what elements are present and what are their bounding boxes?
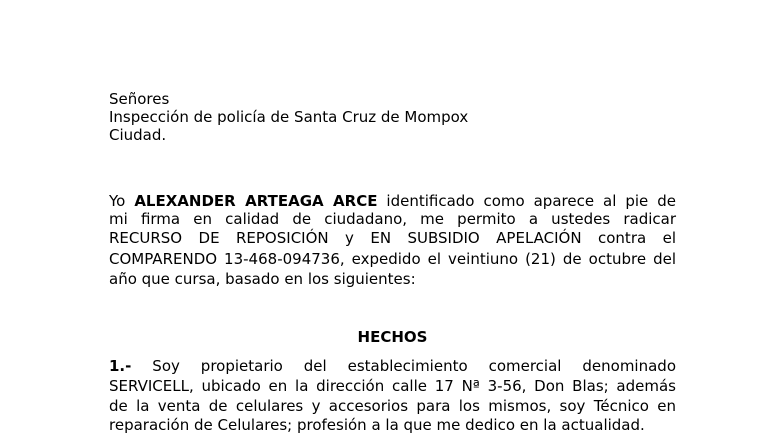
fact-1-line-1 (109, 357, 676, 375)
document-page (109, 0, 676, 441)
fact-1-number: 1.- (109, 357, 132, 375)
fact-1-line-4: reparación de Celulares; profesión a la que me dedico en la actualidad. (109, 416, 645, 434)
petitioner-name: ALEXANDER ARTEAGA ARCE (134, 192, 378, 210)
recipient: Inspección de policía de Santa Cruz de Mompox (109, 108, 469, 126)
fact-1-line-2: SERVICELL, ubicado en la dirección calle 17 Nª 3-56, Don Blas; además (109, 377, 676, 395)
intro-line-1-rest: identificado como aparece al pie de (377, 192, 676, 210)
intro-line-5: año que cursa, basado en los siguientes: (109, 270, 416, 288)
intro-line-4: COMPARENDO 13-468-094736, expedido el veintiuno (21) de octubre del (109, 250, 676, 268)
intro-line-3: RECURSO DE REPOSICIÓN y EN SUBSIDIO APELACIÓN contra el (109, 229, 676, 247)
salutation: Señores (109, 90, 170, 108)
intro-line-2: mi firma en calidad de ciudadano, me permito a ustedes radicar (109, 210, 676, 228)
section-heading: HECHOS (357, 328, 428, 346)
city: Ciudad. (109, 126, 167, 144)
intro-line-1 (109, 192, 676, 210)
fact-1-line-1-rest: Soy propietario del establecimiento comercial denominado (131, 357, 676, 375)
intro-prefix: Yo (109, 192, 135, 210)
fact-1-line-3: de la venta de celulares y accesorios para los mismos, soy Técnico en (109, 397, 676, 415)
